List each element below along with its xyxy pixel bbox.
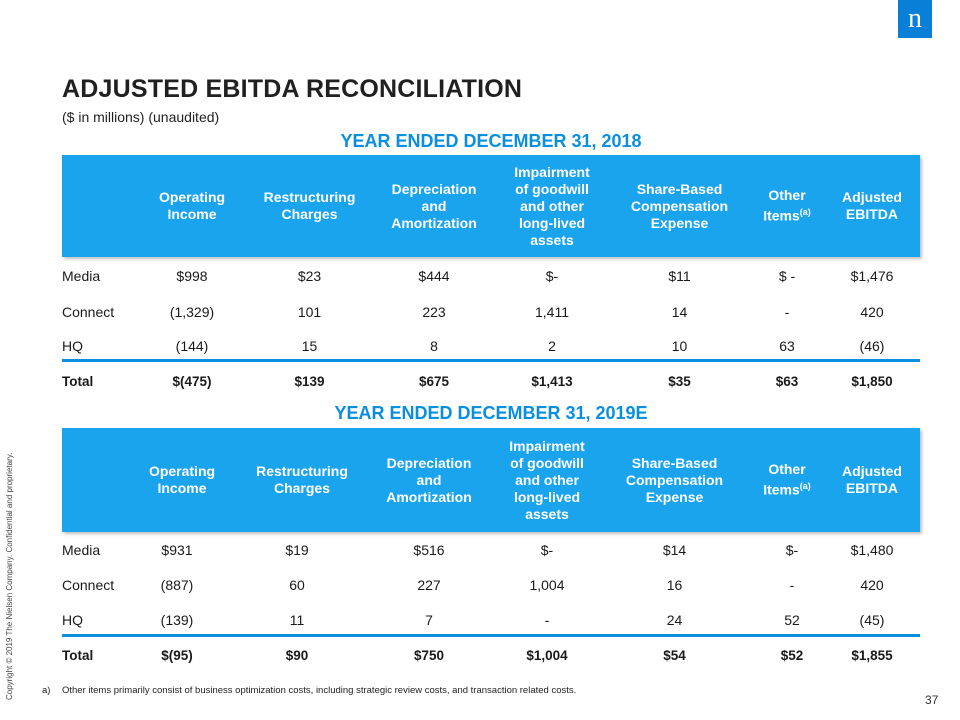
col-share-based: Share-Based Compensation Expense bbox=[625, 454, 724, 505]
col-restructuring: Restructuring Charges bbox=[256, 463, 348, 496]
col-operating-income: Operating Income bbox=[158, 189, 226, 222]
table-row-total-2019: Total $(95) $90 $750 $1,004 $54 $52 $1,855 bbox=[62, 648, 893, 663]
table-row-connect-2018: Connect (1,329) 101 223 1,411 14 - 420 bbox=[62, 304, 884, 320]
page-subtitle: ($ in millions) (unaudited) bbox=[62, 109, 220, 125]
table-row-total-2018: Total $(475) $139 $675 $1,413 $35 $63 $1,850 bbox=[62, 374, 893, 389]
page-title: ADJUSTED EBITDA RECONCILIATION bbox=[62, 75, 523, 103]
col-adjusted-ebitda: Adjusted EBITDA bbox=[842, 463, 902, 496]
col-depreciation: Depreciation and Amortization bbox=[391, 180, 477, 231]
total-divider-2018 bbox=[62, 359, 920, 362]
table-header-2019 bbox=[62, 428, 920, 532]
col-impairment: Impairment of goodwill and other long-lived assets bbox=[509, 437, 585, 522]
section-title-2018: YEAR ENDED DECEMBER 31, 2018 bbox=[340, 131, 642, 151]
col-depreciation: Depreciation and Amortization bbox=[386, 454, 472, 505]
table-header-2018 bbox=[62, 155, 920, 257]
col-adjusted-ebitda: Adjusted EBITDA bbox=[842, 189, 902, 222]
footnote-marker: a) bbox=[42, 685, 51, 696]
col-other-items: Other Items$^{(a)}$ bbox=[763, 187, 811, 224]
col-other-items: Other Items$^{(a)}$ bbox=[763, 461, 811, 498]
footnote-text: Other items primarily consist of business optimization costs, including strategic review costs, and transaction related costs. bbox=[62, 685, 577, 696]
page-number: 37 bbox=[925, 693, 939, 707]
total-divider-2019 bbox=[62, 634, 920, 637]
col-restructuring: Restructuring Charges bbox=[263, 189, 356, 222]
table-row-media-2019: Media $931 $19 $516 $- $14 $- $1,480 bbox=[62, 542, 894, 558]
footnote bbox=[42, 685, 576, 696]
col-impairment: Impairment of goodwill and other long-lived assets bbox=[514, 163, 590, 248]
col-share-based: Share-Based Compensation Expense bbox=[630, 180, 729, 231]
table-row-media-2018: Media $998 $23 $444 $- $11 $ - $1,476 bbox=[62, 268, 894, 284]
table-row-connect-2019: Connect (887) 60 227 1,004 16 - 420 bbox=[62, 577, 884, 593]
copyright-text: Copyright © 2019 The Nielsen Company. Confidential and proprietary. bbox=[5, 452, 14, 700]
table-row-hq-2018: HQ (144) 15 8 2 10 63 (46) bbox=[62, 338, 885, 354]
col-operating-income: Operating Income bbox=[148, 463, 216, 496]
nielsen-logo: n bbox=[898, 0, 932, 38]
table-row-hq-2019: HQ (139) 11 7 - 24 52 (45) bbox=[62, 612, 885, 628]
section-title-2019: YEAR ENDED DECEMBER 31, 2019E bbox=[334, 403, 648, 423]
